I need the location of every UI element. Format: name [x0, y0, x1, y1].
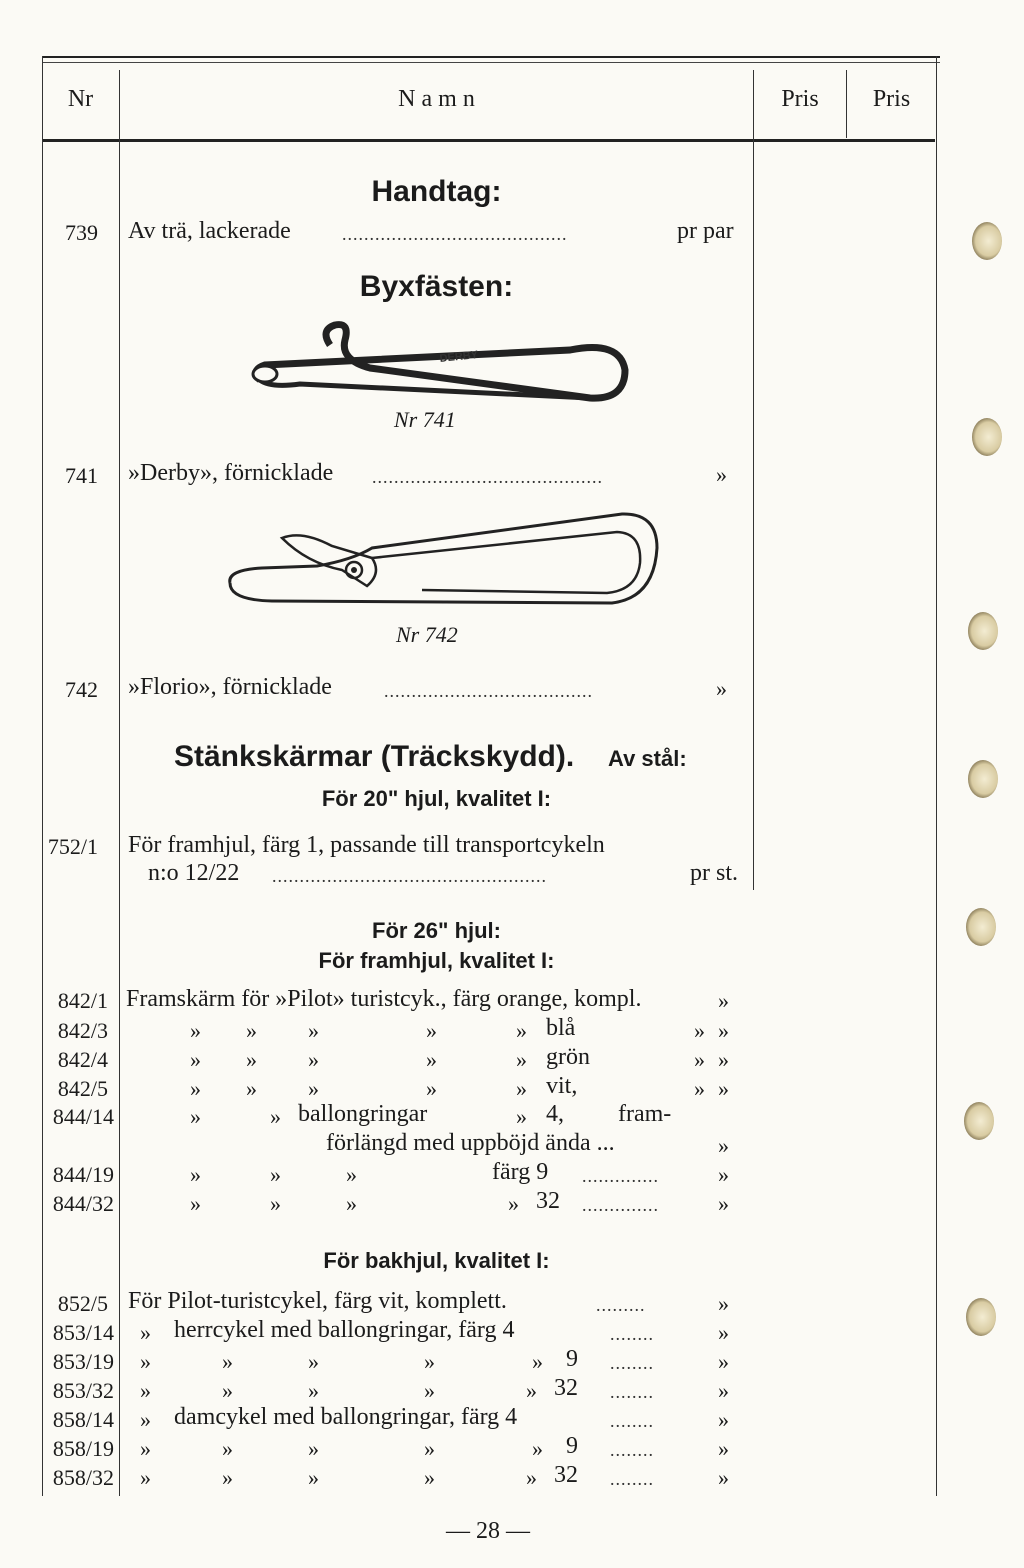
ditto-mark: »: [308, 1349, 319, 1374]
ditto-mark: »: [424, 1349, 435, 1374]
ditto-mark: »: [246, 1018, 257, 1043]
item-nr: 844/14: [52, 1104, 114, 1129]
ditto-mark: »: [426, 1018, 437, 1043]
header-rule: [42, 139, 935, 142]
ditto-mark: »: [526, 1378, 537, 1403]
item-unit: »: [718, 1407, 729, 1432]
ditto-mark: »: [426, 1076, 437, 1101]
leader-dots: .........................................: [342, 224, 568, 244]
ditto-mark: »: [222, 1436, 233, 1461]
section-heading-handtag: Handtag:: [371, 175, 502, 208]
item-name: 32: [554, 1375, 578, 1401]
page-number: — 28 —: [446, 1518, 530, 1544]
item-unit: »: [716, 676, 727, 701]
ditto-mark: »: [516, 1104, 527, 1129]
ditto-mark: »: [190, 1076, 201, 1101]
item-name: blå: [546, 1015, 576, 1041]
ditto-mark: »: [270, 1104, 281, 1129]
item-nr: 858/32: [52, 1465, 114, 1490]
ditto-mark: »: [308, 1436, 319, 1461]
item-name: Av trä, lackerade: [128, 218, 291, 244]
binder-hole: [972, 222, 1002, 260]
binder-hole: [966, 908, 996, 946]
item-name-part3: fram-: [618, 1101, 672, 1127]
subheading-bakhjul: För bakhjul, kvalitet I:: [323, 1248, 550, 1273]
header-pris-1: Pris: [781, 86, 819, 112]
leader-dots: ..............: [582, 1166, 659, 1186]
ditto-mark: »: [308, 1018, 319, 1043]
ditto-mark: »: [190, 1191, 201, 1216]
ditto-mark: »: [222, 1378, 233, 1403]
item-unit: »: [718, 1320, 729, 1345]
left-border: [42, 56, 43, 1496]
derby-clip-illustration: [240, 310, 630, 410]
item-nr: 741: [65, 463, 98, 488]
right-border: [936, 56, 937, 1496]
ditto-mark: »: [424, 1465, 435, 1490]
ditto-mark: »: [246, 1047, 257, 1072]
derby-stamp: DERBY: [439, 349, 479, 365]
florio-clip-illustration: [222, 508, 662, 608]
item-unit: »: [718, 1076, 729, 1101]
ditto-mark: »: [426, 1047, 437, 1072]
item-name: vit,: [546, 1073, 578, 1099]
item-name: 9: [566, 1346, 578, 1372]
ditto-mark: »: [516, 1047, 527, 1072]
ditto-mark: »: [694, 1047, 705, 1072]
ditto-mark: »: [516, 1018, 527, 1043]
binder-hole: [964, 1102, 994, 1140]
section-heading-byxfasten: Byxfästen:: [359, 270, 514, 303]
leader-dots: ........: [610, 1411, 654, 1431]
leader-dots: ........: [610, 1382, 654, 1402]
item-name: grön: [546, 1044, 590, 1070]
item-name: För Pilot-turistcykel, färg vit, komplett.: [128, 1288, 507, 1314]
item-unit: »: [718, 1378, 729, 1403]
item-unit: »: [718, 1465, 729, 1490]
ditto-mark: »: [346, 1191, 357, 1216]
ditto-mark: »: [532, 1436, 543, 1461]
subheading-for20: För 20" hjul, kvalitet I:: [321, 786, 552, 811]
ditto-mark: »: [190, 1162, 201, 1187]
item-nr: 853/19: [52, 1349, 114, 1374]
item-name: Framskärm för »Pilot» turistcyk., färg orange, kompl.: [126, 986, 642, 1012]
ditto-mark: »: [246, 1076, 257, 1101]
ditto-mark: »: [694, 1018, 705, 1043]
item-nr: 853/32: [52, 1378, 114, 1403]
subheading-for26: För 26" hjul:: [372, 918, 501, 943]
leader-dots: ..................................................: [272, 866, 547, 886]
leader-dots: ........: [610, 1324, 654, 1344]
ditto-mark: »: [308, 1378, 319, 1403]
ditto-mark: »: [140, 1465, 151, 1490]
item-name: För framhjul, färg 1, passande till transportcykeln: [128, 832, 605, 858]
col-divider-pris1: [753, 70, 754, 890]
item-name: »Derby», förnicklade: [128, 460, 334, 486]
ditto-mark: »: [190, 1018, 201, 1043]
item-unit: »: [718, 1291, 729, 1316]
ditto-mark: »: [222, 1349, 233, 1374]
item-nr: 752/1: [47, 834, 98, 859]
item-nr: 842/4: [57, 1047, 108, 1072]
ditto-mark: »: [308, 1076, 319, 1101]
item-name-line2: n:o 12/22: [148, 860, 240, 886]
top-rule: [42, 56, 940, 58]
item-unit: »: [716, 462, 727, 487]
ditto-mark: »: [308, 1047, 319, 1072]
binder-hole: [968, 760, 998, 798]
leader-dots: ......................................: [384, 681, 593, 701]
item-unit: »: [718, 988, 729, 1013]
item-name-part2: 4,: [546, 1101, 564, 1127]
item-name: 9: [566, 1433, 578, 1459]
ditto-mark: »: [270, 1191, 281, 1216]
ditto-mark: »: [222, 1465, 233, 1490]
ditto-mark: »: [140, 1320, 151, 1345]
ditto-mark: »: [424, 1436, 435, 1461]
item-name: »Florio», förnicklade: [128, 674, 332, 700]
item-nr: 853/14: [52, 1320, 114, 1345]
ditto-mark: »: [346, 1162, 357, 1187]
item-name: 32: [554, 1462, 578, 1488]
item-unit: »: [718, 1018, 729, 1043]
item-nr: 852/5: [57, 1291, 108, 1316]
section-heading-av-stal: Av stål:: [608, 746, 687, 771]
item-name: 32: [536, 1188, 560, 1214]
item-nr: 739: [65, 220, 98, 245]
item-name-line2: förlängd med uppböjd ända ...: [326, 1130, 615, 1156]
ditto-mark: »: [694, 1076, 705, 1101]
subheading-framhjul: För framhjul, kvalitet I:: [318, 948, 555, 973]
ditto-mark: »: [190, 1047, 201, 1072]
item-unit: pr st.: [690, 860, 738, 886]
binder-hole: [972, 418, 1002, 456]
section-heading-stankskarmar: Stänkskärmar (Träckskydd).: [174, 740, 575, 773]
item-nr: 742: [65, 677, 98, 702]
item-unit: »: [718, 1047, 729, 1072]
item-unit: »: [718, 1162, 729, 1187]
figure-caption-742: Nr 742: [396, 622, 458, 647]
leader-dots: ........: [610, 1440, 654, 1460]
leader-dots: ..........................................: [372, 467, 603, 487]
item-name: damcykel med ballongringar, färg 4: [174, 1404, 518, 1430]
binder-hole: [966, 1298, 996, 1336]
item-name: ballongringar: [298, 1101, 428, 1127]
ditto-mark: »: [508, 1191, 519, 1216]
item-unit: »: [718, 1133, 729, 1158]
item-unit: »: [718, 1436, 729, 1461]
ditto-mark: »: [308, 1465, 319, 1490]
item-nr: 844/19: [52, 1162, 114, 1187]
ditto-mark: »: [532, 1349, 543, 1374]
binder-hole: [968, 612, 998, 650]
item-nr: 844/32: [52, 1191, 114, 1216]
item-nr: 842/1: [57, 988, 108, 1013]
item-name: herrcykel med ballongringar, färg 4: [174, 1317, 515, 1343]
item-unit: »: [718, 1349, 729, 1374]
ditto-mark: »: [516, 1076, 527, 1101]
item-unit: »: [718, 1191, 729, 1216]
item-nr: 858/19: [52, 1436, 114, 1461]
item-nr: 842/5: [57, 1076, 108, 1101]
header-nr: Nr: [67, 86, 94, 112]
header-namn: N a m n: [398, 86, 475, 112]
leader-dots: .........: [596, 1295, 646, 1315]
leader-dots: ........: [610, 1469, 654, 1489]
leader-dots: ........: [610, 1353, 654, 1373]
header-pris-2: Pris: [872, 86, 911, 112]
figure-caption-741: Nr 741: [394, 407, 456, 432]
item-nr: 842/3: [57, 1018, 108, 1043]
item-nr: 858/14: [52, 1407, 114, 1432]
ditto-mark: »: [424, 1378, 435, 1403]
ditto-mark: »: [526, 1465, 537, 1490]
ditto-mark: »: [140, 1407, 151, 1432]
ditto-mark: »: [190, 1104, 201, 1129]
leader-dots: ..............: [582, 1195, 659, 1215]
ditto-mark: »: [140, 1349, 151, 1374]
ditto-mark: »: [140, 1378, 151, 1403]
ditto-mark: »: [270, 1162, 281, 1187]
top-rule-thin: [42, 62, 940, 63]
item-unit: pr par: [677, 218, 734, 244]
item-name: färg 9: [492, 1159, 549, 1185]
ditto-mark: »: [140, 1436, 151, 1461]
